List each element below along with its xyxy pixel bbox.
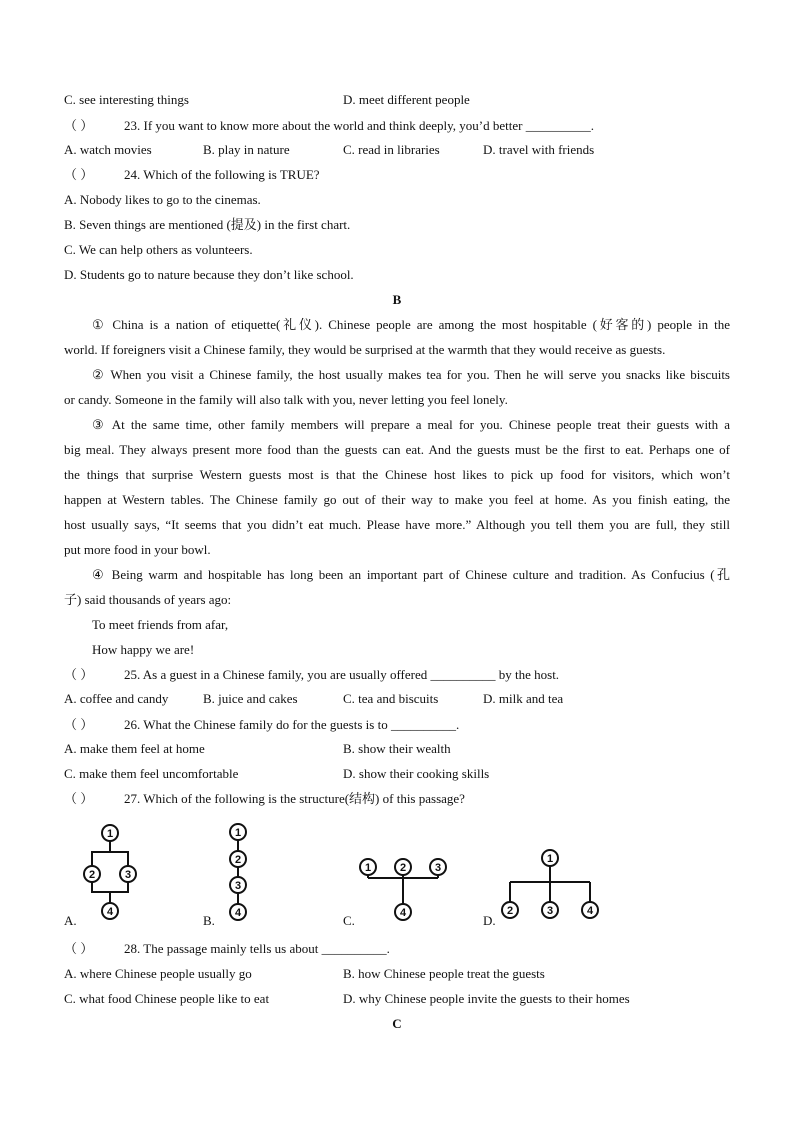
poem-line-2: How happy we are! [92,642,195,657]
q27-stem: 27. Which of the following is the structure(结构) of this passage? [124,791,465,806]
passage-p3-line5: host usually says, “It seems that you didn’t eat much. Please have more.” Although you tell them you are full, they still [64,517,730,532]
node-2: 2 [234,854,242,866]
q24-question [64,167,320,183]
section-b-title: B [392,292,402,307]
q23-stem: 23. If you want to know more about the world and think deeply, you’d better __________. [124,118,594,133]
q26-option-d: D. show their cooking skills [343,766,490,781]
q25-stem: 25. As a guest in a Chinese family, you are usually offered __________ by the host. [124,667,560,682]
q25-option-d: D. milk and tea [483,691,564,706]
passage-p3-line2: big meal. They always present more food than the guests can eat. And the guests must be the first to eat. Perhaps one of [64,442,730,457]
structure-diagram-d [500,848,604,924]
q23-option-d: D. travel with friends [483,142,595,157]
passage-p2-line1: ② When you visit a Chinese family, the host usually makes tea for you. Then he will serve you snacks like biscuits [92,367,730,382]
answer-blank[interactable]: （ ） [64,717,94,732]
q26-option-a: A. make them feel at home [64,741,205,756]
passage-p3-line4: happen at Western tables. The Chinese family go out of their way to make you feel at home. As you finish eating, the [64,492,730,507]
q28-option-d: D. why Chinese people invite the guests to their homes [343,991,630,1006]
q25-option-a: A. coffee and candy [64,691,169,706]
node-1: 1 [546,853,554,865]
q24-stem: 24. Which of the following is TRUE? [124,167,320,182]
q26-option-b: B. show their wealth [343,741,451,756]
node-1: 1 [106,828,114,840]
q23-question [64,118,594,134]
node-1: 1 [364,862,372,874]
q26-option-c: C. make them feel uncomfortable [64,766,239,781]
node-4: 4 [234,907,242,919]
q24-option-b: B. Seven things are mentioned (提及) in the first chart. [64,217,351,232]
q22-option-c: C. see interesting things [64,92,189,107]
q27-option-b-label: B. [203,913,215,928]
answer-blank[interactable]: （ ） [64,118,94,133]
q28-option-a: A. where Chinese people usually go [64,966,252,981]
q22-option-d: D. meet different people [343,92,470,107]
q25-question [64,667,559,683]
node-2: 2 [506,905,514,917]
q27-option-c-label: C. [343,913,355,928]
q23-option-c: C. read in libraries [343,142,440,157]
q23-option-b: B. play in nature [203,142,290,157]
passage-p4-line1: ④ Being warm and hospitable has long been an important part of Chinese culture and tradition. As Confucius (孔 [92,567,730,582]
passage-p4-line2: 子) said thousands of years ago: [64,592,232,607]
node-3: 3 [546,905,554,917]
q25-option-b: B. juice and cakes [203,691,298,706]
passage-p1-line2: world. If foreigners visit a Chinese family, they would be surprised at the warmth that they would receive as guests. [64,342,666,357]
q27-option-d-label: D. [483,913,496,928]
node-4: 4 [586,905,594,917]
answer-blank[interactable]: （ ） [64,167,94,182]
node-4: 4 [399,907,407,919]
q27-option-a-label: A. [64,913,77,928]
q28-option-c: C. what food Chinese people like to eat [64,991,270,1006]
node-3: 3 [434,862,442,874]
q24-option-d: D. Students go to nature because they don’t like school. [64,267,354,282]
q27-question [64,791,465,807]
q25-option-c: C. tea and biscuits [343,691,439,706]
node-1: 1 [234,827,242,839]
passage-p1-line1: ① China is a nation of etiquette(礼仪). Chinese people are among the most hospitable (好客的) people in the [92,317,730,332]
q28-option-b: B. how Chinese people treat the guests [343,966,545,981]
structure-diagram-c [358,856,450,922]
node-2: 2 [399,862,407,874]
q28-question [64,941,390,957]
structure-diagram-a [80,822,142,922]
q23-option-a: A. watch movies [64,142,152,157]
answer-blank[interactable]: （ ） [64,667,94,682]
q28-stem: 28. The passage mainly tells us about __________. [124,941,390,956]
passage-p3-line1: ③ At the same time, other family members will prepare a meal for you. Chinese people treat their guests with a [92,417,730,432]
node-2: 2 [88,869,96,881]
node-4: 4 [106,906,114,918]
answer-blank[interactable]: （ ） [64,791,94,806]
node-3: 3 [234,880,242,892]
passage-p3-line6: put more food in your bowl. [64,542,211,557]
answer-blank[interactable]: （ ） [64,941,94,956]
structure-diagram-b [224,822,252,922]
passage-p3-line3: the things that surprise Western guests most is that the Chinese host likes to pick up food for visitors, which won’t [64,467,730,482]
q26-stem: 26. What the Chinese family do for the guests is to __________. [124,717,460,732]
passage-p2-line2: or candy. Someone in the family will also talk with you, never letting you feel lonely. [64,392,508,407]
section-c-title: C [392,1016,402,1031]
q26-question [64,717,459,733]
poem-line-1: To meet friends from afar, [92,617,229,632]
q24-option-c: C. We can help others as volunteers. [64,242,253,257]
q24-option-a: A. Nobody likes to go to the cinemas. [64,192,261,207]
node-3: 3 [124,869,132,881]
